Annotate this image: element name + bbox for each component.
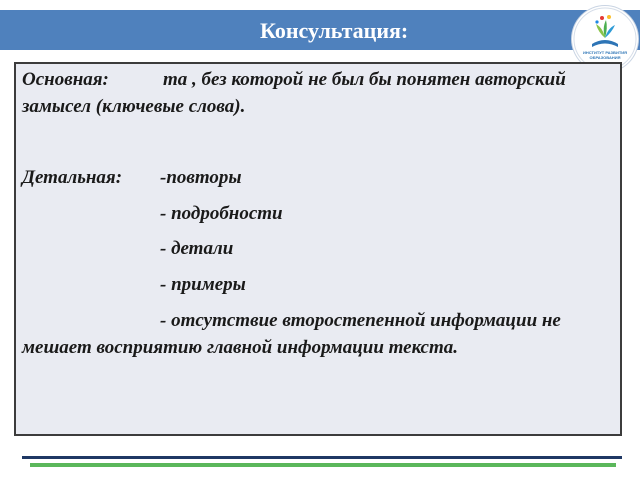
detail-continuation: мешает восприятию главной информации текста. (22, 337, 458, 358)
footer-rule-navy (22, 456, 622, 459)
detail-label: Детальная: (22, 167, 123, 188)
detail-item-absence: - отсутствие второстепенной информации не (160, 310, 561, 331)
detail-item-examples: - примеры (160, 274, 246, 295)
detail-item-repeats: -повторы (160, 167, 242, 188)
detail-item-details-more: - подробности (160, 203, 283, 224)
logo-text: ИНСТИТУТ РАЗВИТИЯ ОБРАЗОВАНИЯ (582, 50, 628, 60)
footer-rule-green (30, 463, 616, 467)
detail-item-details: - детали (160, 238, 234, 259)
main-text-line2: замысел (ключевые слова). (22, 96, 246, 117)
slide-title: Консультация: (260, 18, 409, 43)
main-text-line1: та , без которой не был бы понятен авторский (163, 69, 566, 90)
main-label: Основная: (22, 69, 109, 90)
